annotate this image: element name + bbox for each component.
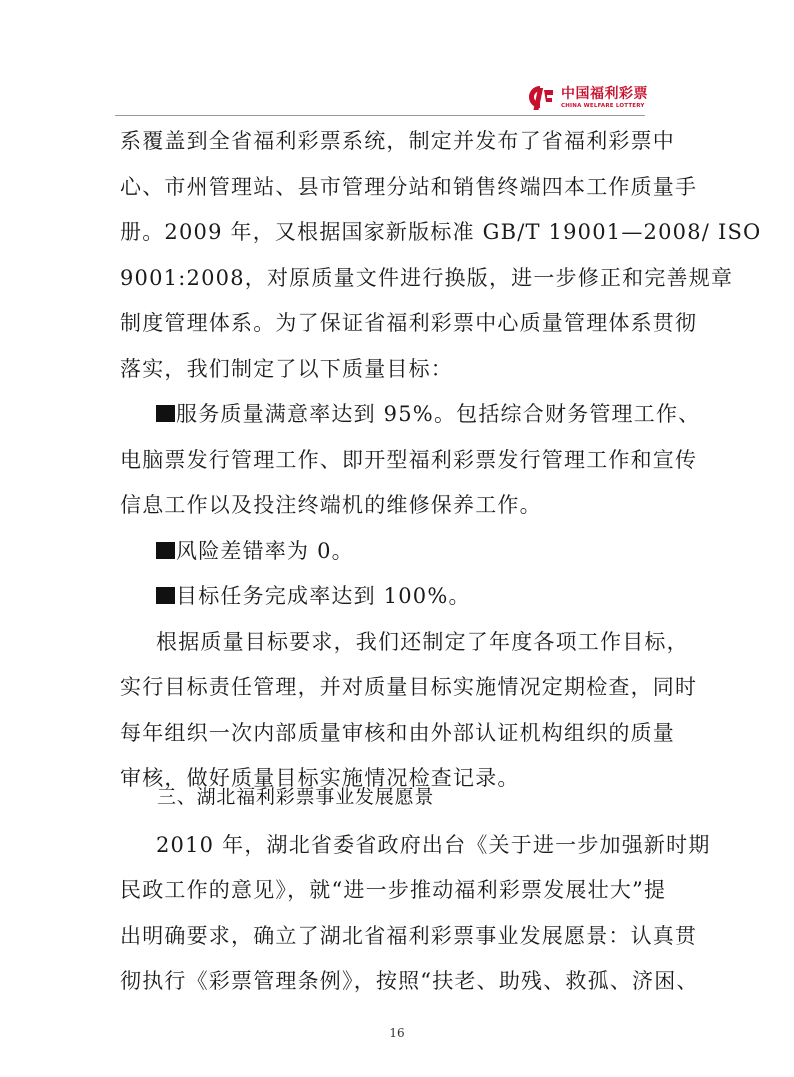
body-line: 系覆盖到全省福利彩票系统，制定并发布了省福利彩票中: [120, 129, 675, 153]
body-line: 落实，我们制定了以下质量目标：: [120, 357, 453, 381]
china-welfare-lottery-logo: [526, 84, 648, 112]
bullet-square-icon: [156, 405, 175, 422]
bullet-square-icon: [156, 542, 175, 559]
body-line: 2010 年，湖北省委省政府出台《关于进一步加强新时期: [156, 833, 711, 857]
bullet-square-icon: [156, 587, 175, 604]
body-line: 每年组织一次内部质量审核和由外部认证机构组织的质量: [120, 721, 675, 745]
body-line: 制度管理体系。为了保证省福利彩票中心质量管理体系贯彻: [120, 311, 698, 335]
body-line: 册。2009 年，又根据国家新版标准 GB/T 19001—2008/ ISO: [120, 220, 762, 244]
body-line: 心、市州管理站、县市管理分站和销售终端四本工作质量手: [120, 175, 698, 199]
goal-item-completion: [156, 583, 686, 609]
logo-english-text: CHINA WELFARE LOTTERY: [561, 102, 645, 109]
goal-item-text: 目标任务完成率达到 100%。: [176, 584, 471, 608]
body-line: 审核，做好质量目标实施情况检查记录。: [120, 766, 520, 790]
body-line: 电脑票发行管理工作、即开型福利彩票发行管理工作和宣传: [120, 448, 698, 472]
body-line: 出明确要求，确立了湖北省福利彩票事业发展愿景：认真贯: [120, 924, 698, 948]
section-heading: 三、湖北福利彩票事业发展愿景: [157, 786, 435, 808]
logo-chinese-text: 中国福利彩票: [561, 85, 648, 102]
goal-item-satisfaction: [156, 401, 701, 427]
body-line: 信息工作以及投注终端机的维修保养工作。: [120, 493, 542, 517]
body-line: 实行目标责任管理，并对质量目标实施情况定期检查，同时: [120, 675, 698, 699]
body-line: 9001:2008，对原质量文件进行换版，进一步修正和完善规章: [120, 266, 734, 290]
goal-item-risk: [156, 538, 686, 564]
body-line: 彻执行《彩票管理条例》，按照“扶老、助残、救孤、济困、: [120, 969, 699, 993]
header-divider: [115, 115, 645, 116]
body-line: 根据质量目标要求，我们还制定了年度各项工作目标，: [156, 630, 689, 654]
welfare-lottery-logo-icon: [526, 84, 556, 112]
goal-item-text: 风险差错率为 0。: [176, 539, 354, 563]
page-number: 16: [389, 1026, 405, 1040]
body-line: 民政工作的意见》，就“进一步推动福利彩票发展壮大”提: [120, 878, 667, 902]
goal-item-text: 服务质量满意率达到 95%。包括综合财务管理工作、: [176, 402, 701, 426]
